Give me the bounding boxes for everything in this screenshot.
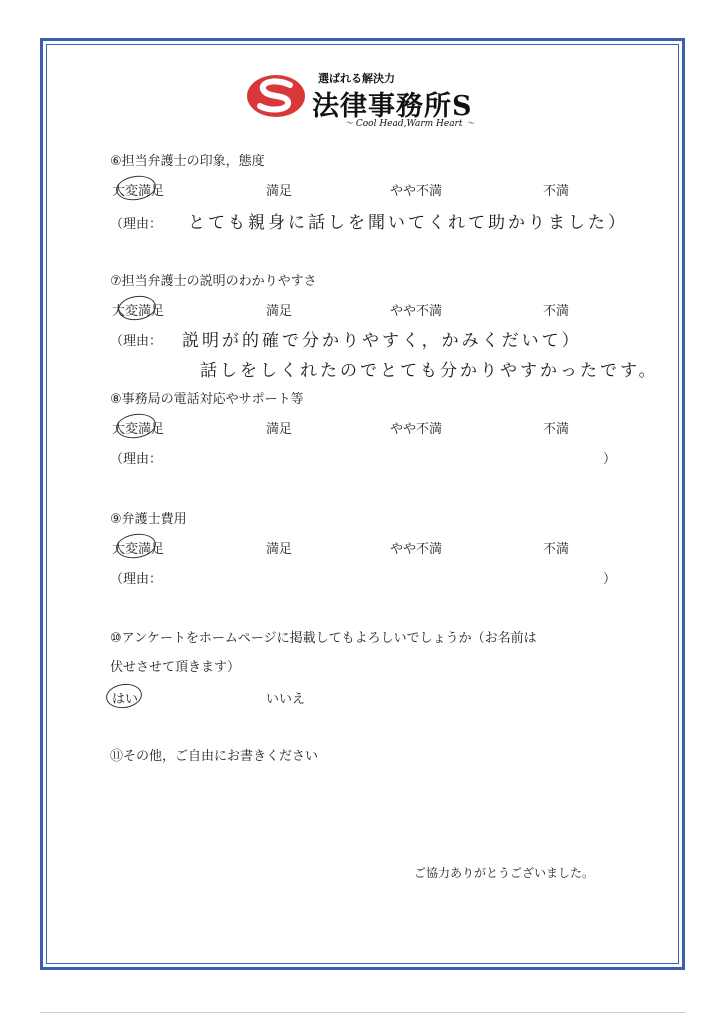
q8-option-somewhat-unsatisfied[interactable]: やや不満	[390, 422, 443, 437]
thank-you-note: ご協力ありがとうございました。	[414, 866, 595, 880]
q8-option-unsatisfied[interactable]: 不満	[543, 422, 570, 437]
question-10-line2: 伏せさせて頂きます）	[110, 660, 241, 675]
q9-reason-close: ）	[603, 572, 617, 587]
question-6: ⑥担当弁護士の印象，態度	[110, 154, 265, 169]
q10-option-yes[interactable]: はい	[112, 692, 139, 707]
firm-logo	[246, 70, 506, 130]
q8-option-very-satisfied[interactable]: 大変満足	[112, 422, 165, 437]
question-10-line1: ⑩アンケートをホームページに掲載してもよろしいでしょうか（お名前は	[110, 631, 537, 646]
firm-name: 法律事務所S	[312, 91, 473, 122]
q6-option-very-satisfied[interactable]: 大変満足	[112, 184, 165, 199]
q7-option-unsatisfied[interactable]: 不満	[543, 304, 570, 319]
q6-option-somewhat-unsatisfied[interactable]: やや不満	[390, 184, 443, 199]
q7-option-very-satisfied[interactable]: 大変満足	[112, 304, 165, 319]
q6-reason-label: （理由：	[110, 217, 163, 232]
q6-option-unsatisfied[interactable]: 不満	[543, 184, 570, 199]
q9-reason-label: （理由：	[110, 572, 163, 587]
firm-motto: 〜 Cool Head,Warm Heart 〜	[344, 119, 475, 129]
bottom-rule	[40, 1012, 686, 1013]
q6-reason-text: とても親身に話しを聞いてくれて助かりました）	[188, 213, 628, 233]
q8-option-satisfied[interactable]: 満足	[266, 422, 293, 437]
q9-option-satisfied[interactable]: 満足	[266, 542, 293, 557]
question-8: ⑧事務局の電話対応やサポート等	[110, 392, 304, 407]
q9-option-unsatisfied[interactable]: 不満	[543, 542, 570, 557]
q8-reason-label: （理由：	[110, 452, 163, 467]
question-11: ⑪その他，ご自由にお書きください	[110, 749, 319, 764]
q8-reason-close: ）	[603, 452, 617, 467]
q9-option-very-satisfied[interactable]: 大変満足	[112, 542, 165, 557]
q7-reason-text-line2: 話しをしくれたのでとても分かりやすかったです。	[200, 361, 659, 381]
question-9: ⑨弁護士費用	[110, 512, 187, 527]
q6-option-satisfied[interactable]: 満足	[266, 184, 293, 199]
question-7: ⑦担当弁護士の説明のわかりやすさ	[110, 274, 317, 289]
q7-reason-text-line1: 説明が的確で分かりやすく，かみくだいて）	[182, 331, 582, 351]
q7-reason-label: （理由：	[110, 334, 163, 349]
firm-tagline: 選ばれる解決力	[318, 72, 395, 85]
q9-option-somewhat-unsatisfied[interactable]: やや不満	[390, 542, 443, 557]
q7-option-somewhat-unsatisfied[interactable]: やや不満	[390, 304, 443, 319]
q7-option-satisfied[interactable]: 満足	[266, 304, 293, 319]
q10-option-no[interactable]: いいえ	[266, 692, 306, 707]
logo-mark-icon	[246, 74, 306, 118]
